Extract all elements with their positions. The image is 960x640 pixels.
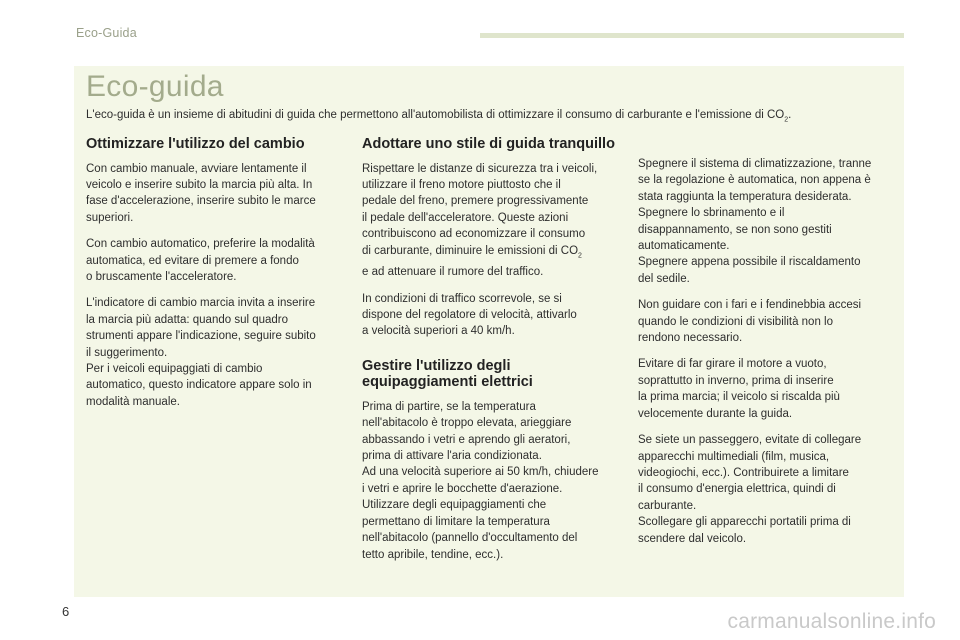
page-title: Eco-guida	[86, 70, 224, 103]
intro-tail: .	[788, 109, 792, 121]
paragraph-lights: Non guidare con i fari e i fendinebbia accesi quando le condizioni di visibilità non lo rendono necessario.	[638, 299, 862, 345]
paragraph-air-conditioning: Prima di partire, se la temperatura nell'abitacolo è troppo elevata, arieggiare abbassando i vetri e aprendo gli aeratori, prima di attivare l'aria condizionata. Ad una velocità superiore ai 50 km/h, chiudere i vetri e aprire le bocchette d'aerazione. Utilizzare degli equipaggiamenti che permettano di limitare la temperatura nell'abitacolo (pannello d'occultamento del tetto apribile, tendine, ecc.).	[362, 400, 599, 561]
paragraph-manual-gearbox: Con cambio manuale, avviare lentamente il veicolo e inserire subito la marcia più alta. In fase d'accelerazione, inserire subito le marce superiori.	[86, 162, 316, 224]
paragraph-automatic-gearbox: Con cambio automatico, preferire la modalità automatica, ed evitare di premere a fondo o bruscamente l'acceleratore.	[86, 238, 315, 283]
paragraph-cruise-control: In condizioni di traffico scorrevole, se si dispone del regolatore di velocità, attivarlo a velocità superiori a 40 km/h.	[362, 292, 577, 338]
page-number: 6	[62, 604, 70, 619]
paragraph-passenger: Se siete un passeggero, evitate di collegare apparecchi multimediali (film, musica, videogiochi, ecc.). Contribuirete a limitare il consumo d'energia elettrica, quindi di carburante. Scollegare gli apparecchi portatili prima di scendere dal veicolo.	[638, 434, 862, 545]
paragraph-gear-indicator: L'indicatore di cambio marcia invita a inserire la marcia più adatta: quando sul quadro strumenti appare l'indicazione, seguire subito il suggerimento. Per i veicoli equipaggiati di cambio automatico, questo indicatore appare solo in modalità manuale.	[86, 297, 316, 408]
paragraph-idling: Evitare di far girare il motore a vuoto, soprattutto in inverno, prima di inserire la prima marcia; il veicolo si riscalda più velocemente durante la guida.	[638, 358, 840, 420]
heading-gearbox: Ottimizzare l'utilizzo del cambio	[86, 136, 305, 152]
safe-distance-subscript: 2	[578, 251, 582, 259]
watermark: carmanualsonline.info	[727, 610, 936, 633]
paragraph-safe-distance	[362, 161, 624, 281]
column-driving-style	[362, 136, 624, 573]
intro-paragraph	[86, 108, 886, 127]
heading-electrical-equipment: Gestire l'utilizzo degli equipaggiamenti elettrici	[362, 357, 533, 391]
safe-distance-text: Rispettare le distanze di sicurezza tra i veicoli, utilizzare il freno motore piuttosto che il pedale del freno, premere progressivamente il pedale dell'acceleratore. Queste azioni contribuiscono ad economizzare il consumo di carburante, diminuire le emissioni di CO	[362, 162, 598, 257]
intro-subscript: 2	[784, 116, 789, 124]
heading-driving-style: Adottare uno stile di guida tranquillo	[362, 136, 615, 152]
intro-text: L'eco-guida è un insieme di abitudini di guida che permettono all'automobilista di ottimizzare il consumo di carburante e l'emissione di CO	[86, 109, 785, 121]
column-electrical-tips	[638, 156, 893, 557]
paragraph-climate-off: Spegnere il sistema di climatizzazione, tranne se la regolazione è automatica, non appena è stata raggiunta la temperatura desiderata. Spegnere lo sbrinamento e il disappannamento, se non sono gestiti automaticamente. Spegnere appena possibile il riscaldamento del sedile.	[638, 158, 872, 285]
column-gearbox	[86, 136, 336, 420]
safe-distance-tail: e ad attenuare il rumore del traffico.	[362, 266, 544, 279]
header-rule	[480, 33, 904, 38]
running-header: Eco-Guida	[76, 26, 137, 40]
